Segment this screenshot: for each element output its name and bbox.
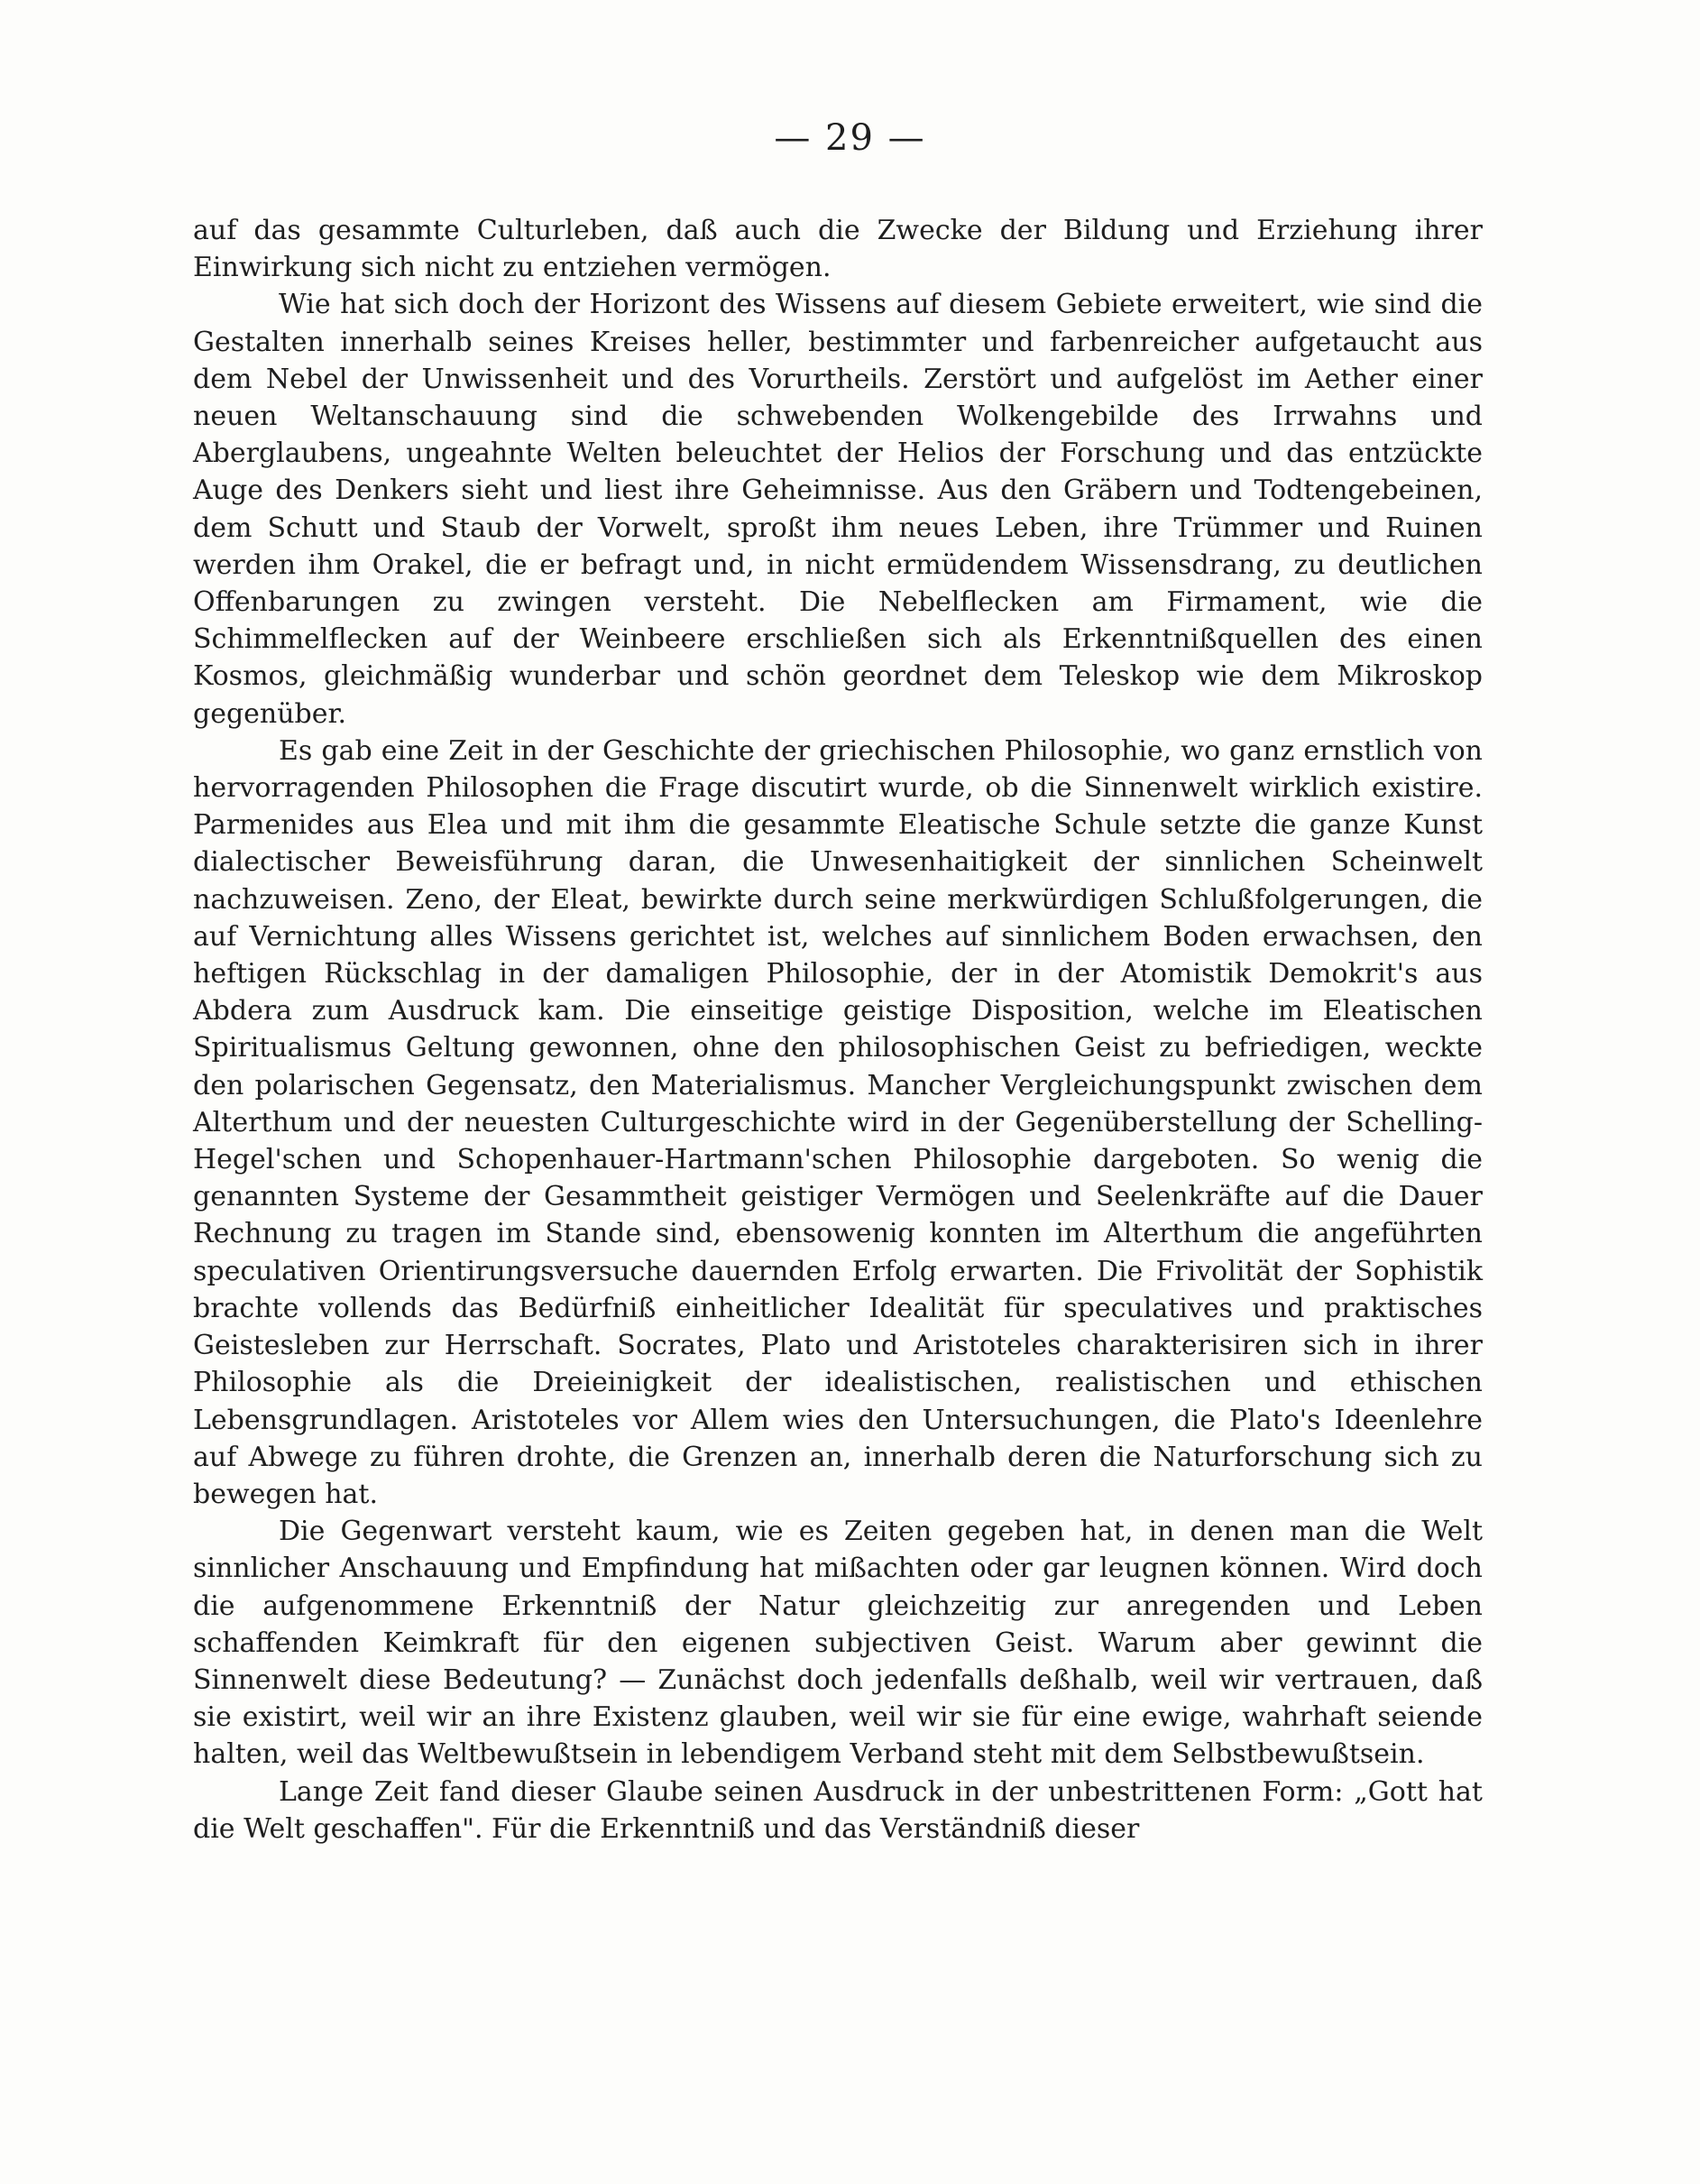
paragraph-gegenwart: Die Gegenwart versteht kaum, wie es Zeiten gegeben hat, in denen man die Welt sinnlicher Anschauung und Empfindung hat mißachten oder gar leugnen können. Wird doch die aufgenommene Erkenntniß der Natur gleichzeitig zur anregenden und Leben schaffenden Keimkraft für den eigenen subjectiven Geist. Warum aber gewinnt die Sinnenwelt diese Bedeutung? — Zunächst doch jedenfalls deßhalb, weil wir vertrauen, daß sie existirt, weil wir an ihre Existenz glauben, weil wir sie für eine ewige, wahrhaft seiende halten, weil das Weltbewußtsein in lebendigem Verband steht mit dem Selbstbewußtsein. <box>193 1516 1483 1771</box>
paragraph-philosophie: Es gab eine Zeit in der Geschichte der griechischen Philosophie, wo ganz ernstlich von hervorragenden Philosophen die Frage discutirt wurde, ob die Sinnenwelt wirklich existire. Parmenides aus Elea und mit ihm die gesammte Eleatische Schule setzte die ganze Kunst dialectischer Beweisführung daran, die Unwesenhaitigkeit der sinnlichen Scheinwelt nachzuweisen. Zeno, der Eleat, bewirkte durch seine merkwürdigen Schlußfolgerungen, die auf Vernichtung alles Wissens gerichtet ist, welches auf sinnlichem Boden erwachsen, den heftigen Rückschlag in der damaligen Philosophie, der in der Atomistik Demokrit's aus Abdera zum Ausdruck kam. Die einseitige geistige Disposition, welche im Eleatischen Spiritualismus Geltung gewonnen, ohne den philosophischen Geist zu befriedigen, weckte den polarischen Gegensatz, den Materialismus. Mancher Vergleichungspunkt zwischen dem Alterthum und der neuesten Culturgeschichte wird in der Gegenüberstellung der Schelling-Hegel'schen und Schopenhauer-Hartmann'schen Philosophie dargeboten. So wenig die genannten Systeme der Gesammtheit geistiger Vermögen und Seelenkräfte auf die Dauer Rechnung zu tragen im Stande sind, ebensowenig konnten im Alterthum die angeführten speculativen Orientirungsversuche dauernden Erfolg erwarten. Die Frivolität der Sophistik brachte vollends das Bedürfniß einheitlicher Idealität für speculatives und praktisches Geistesleben zur Herrschaft. Socrates, Plato und Aristoteles charakterisiren sich in ihrer Philosophie als die Dreieinigkeit der idealistischen, realistischen und ethischen Lebensgrundlagen. Aristoteles vor Allem wies den Untersuchungen, die Plato's Ideenlehre auf Abwege zu führen drohte, die Grenzen an, innerhalb deren die Naturforschung sich zu bewegen hat. <box>193 734 1483 1510</box>
paragraph-glaube: Lange Zeit fand dieser Glaube seinen Ausdruck in der unbestrittenen Form: „Gott hat die Welt geschaffen". Für die Erkenntniß und das Verständniß dieser <box>193 1775 1483 1845</box>
paragraph-continuation: auf das gesammte Culturleben, daß auch die Zwecke der Bildung und Erziehung ihrer Einwirkung sich nicht zu entziehen vermögen. <box>193 215 1483 284</box>
page-number-header: — 29 — <box>774 117 926 159</box>
paragraph-horizont: Wie hat sich doch der Horizont des Wissens auf diesem Gebiete erweitert, wie sind die Gestalten innerhalb seines Kreises heller, bestimmter und farbenreicher aufgetaucht aus dem Nebel der Unwissenheit und des Vorurtheils. Zerstört und aufgelöst im Aether einer neuen Weltanschauung sind die schwebenden Wolkengebilde des Irrwahns und Aberglaubens, ungeahnte Welten beleuchtet der Helios der Forschung und das entzückte Auge des Denkers sieht und liest ihre Geheimnisse. Aus den Gräbern und Todtengebeinen, dem Schutt und Staub der Vorwelt, sproßt ihm neues Leben, ihre Trümmer und Ruinen werden ihm Orakel, die er befragt und, in nicht ermüdendem Wissensdrang, zu deutlichen Offenbarungen zu zwingen versteht. Die Nebelflecken am Firmament, wie die Schimmelflecken auf der Weinbeere erschließen sich als Erkenntnißquellen des einen Kosmos, gleichmäßig wunderbar und schön geordnet dem Teleskop wie dem Mikroskop gegenüber. <box>193 289 1483 730</box>
body-text <box>193 212 1483 1848</box>
